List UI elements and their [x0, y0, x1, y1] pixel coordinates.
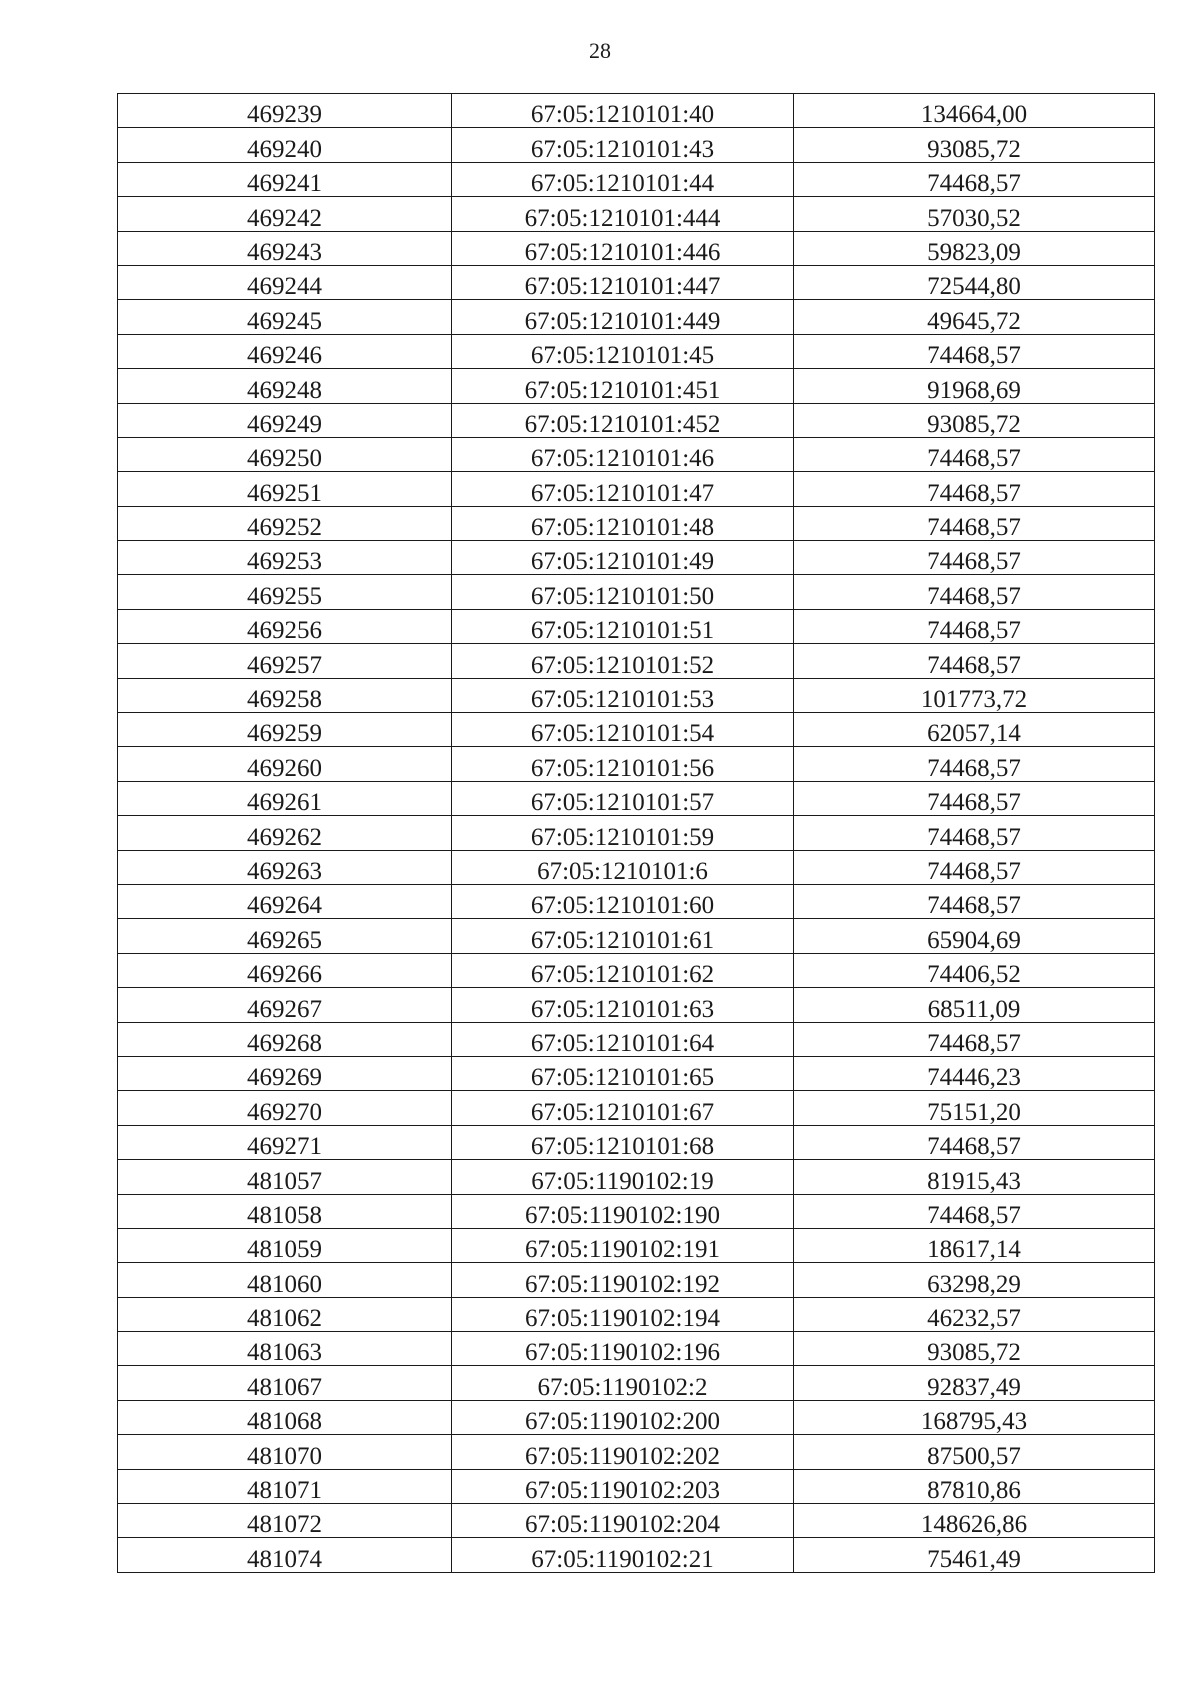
table-row — [118, 1228, 1155, 1262]
record-number-cell: 481058 — [118, 1194, 452, 1228]
value-cell: 72544,80 — [794, 265, 1155, 299]
record-number-cell: 469242 — [118, 197, 452, 231]
value-cell: 74468,57 — [794, 1194, 1155, 1228]
value-cell: 87810,86 — [794, 1469, 1155, 1503]
cadastral-number-cell: 67:05:1190102:203 — [452, 1469, 794, 1503]
record-number-cell: 469265 — [118, 919, 452, 953]
record-number-cell: 469256 — [118, 609, 452, 643]
cadastral-number-cell: 67:05:1210101:60 — [452, 884, 794, 918]
record-number-cell: 481072 — [118, 1504, 452, 1538]
value-cell: 46232,57 — [794, 1297, 1155, 1331]
cadastral-number-cell: 67:05:1210101:449 — [452, 300, 794, 334]
value-cell: 92837,49 — [794, 1366, 1155, 1400]
value-cell: 74468,57 — [794, 541, 1155, 575]
cadastral-number-cell: 67:05:1210101:44 — [452, 162, 794, 196]
cadastral-number-cell: 67:05:1210101:65 — [452, 1056, 794, 1090]
value-cell: 93085,72 — [794, 403, 1155, 437]
record-number-cell: 469270 — [118, 1091, 452, 1125]
cadastral-number-cell: 67:05:1210101:47 — [452, 472, 794, 506]
value-cell: 74468,57 — [794, 575, 1155, 609]
record-number-cell: 469239 — [118, 94, 452, 128]
value-cell: 57030,52 — [794, 197, 1155, 231]
table-row — [118, 1504, 1155, 1538]
table-row — [118, 369, 1155, 403]
value-cell: 74468,57 — [794, 644, 1155, 678]
table-row — [118, 1538, 1155, 1572]
cadastral-number-cell: 67:05:1210101:447 — [452, 265, 794, 299]
value-cell: 168795,43 — [794, 1400, 1155, 1434]
value-cell: 101773,72 — [794, 678, 1155, 712]
cadastral-number-cell: 67:05:1210101:67 — [452, 1091, 794, 1125]
table-row — [118, 1056, 1155, 1090]
value-cell: 63298,29 — [794, 1263, 1155, 1297]
table-row — [118, 300, 1155, 334]
record-number-cell: 481071 — [118, 1469, 452, 1503]
table-row — [118, 1469, 1155, 1503]
record-number-cell: 481067 — [118, 1366, 452, 1400]
table-row — [118, 850, 1155, 884]
cadastral-number-cell: 67:05:1210101:64 — [452, 1022, 794, 1056]
table-row — [118, 437, 1155, 471]
table-row — [118, 1297, 1155, 1331]
page-number: 28 — [589, 38, 611, 63]
table-row — [118, 1400, 1155, 1434]
value-cell: 74468,57 — [794, 781, 1155, 815]
table-row — [118, 1194, 1155, 1228]
table-row — [118, 197, 1155, 231]
table-row — [118, 884, 1155, 918]
record-number-cell: 469263 — [118, 850, 452, 884]
cadastral-number-cell: 67:05:1210101:68 — [452, 1125, 794, 1159]
data-table — [117, 93, 1155, 1573]
value-cell: 74468,57 — [794, 162, 1155, 196]
value-cell: 75461,49 — [794, 1538, 1155, 1572]
value-cell: 74468,57 — [794, 816, 1155, 850]
record-number-cell: 481057 — [118, 1160, 452, 1194]
value-cell: 74468,57 — [794, 884, 1155, 918]
value-cell: 74468,57 — [794, 472, 1155, 506]
value-cell: 68511,09 — [794, 988, 1155, 1022]
cadastral-number-cell: 67:05:1190102:202 — [452, 1435, 794, 1469]
table-row — [118, 747, 1155, 781]
cadastral-number-cell: 67:05:1190102:191 — [452, 1228, 794, 1262]
record-number-cell: 469264 — [118, 884, 452, 918]
record-number-cell: 469248 — [118, 369, 452, 403]
cadastral-number-cell: 67:05:1210101:56 — [452, 747, 794, 781]
record-number-cell: 469268 — [118, 1022, 452, 1056]
record-number-cell: 481063 — [118, 1332, 452, 1366]
cadastral-number-cell: 67:05:1190102:19 — [452, 1160, 794, 1194]
table-row — [118, 713, 1155, 747]
table-row — [118, 1332, 1155, 1366]
cadastral-number-cell: 67:05:1210101:52 — [452, 644, 794, 678]
cadastral-number-cell: 67:05:1210101:40 — [452, 94, 794, 128]
cadastral-number-cell: 67:05:1190102:21 — [452, 1538, 794, 1572]
value-cell: 62057,14 — [794, 713, 1155, 747]
cadastral-number-cell: 67:05:1210101:51 — [452, 609, 794, 643]
value-cell: 74446,23 — [794, 1056, 1155, 1090]
cadastral-number-cell: 67:05:1210101:63 — [452, 988, 794, 1022]
value-cell: 18617,14 — [794, 1228, 1155, 1262]
table-row — [118, 953, 1155, 987]
cadastral-number-cell: 67:05:1190102:196 — [452, 1332, 794, 1366]
table-row — [118, 231, 1155, 265]
cadastral-number-cell: 67:05:1210101:6 — [452, 850, 794, 884]
value-cell: 74468,57 — [794, 1022, 1155, 1056]
cadastral-number-cell: 67:05:1210101:50 — [452, 575, 794, 609]
record-number-cell: 481059 — [118, 1228, 452, 1262]
table-row — [118, 541, 1155, 575]
value-cell: 74468,57 — [794, 506, 1155, 540]
table-row — [118, 575, 1155, 609]
value-cell: 74406,52 — [794, 953, 1155, 987]
table-row — [118, 644, 1155, 678]
value-cell: 134664,00 — [794, 94, 1155, 128]
cadastral-number-cell: 67:05:1210101:446 — [452, 231, 794, 265]
table-row — [118, 403, 1155, 437]
record-number-cell: 469250 — [118, 437, 452, 471]
table-row — [118, 265, 1155, 299]
table-row — [118, 816, 1155, 850]
value-cell: 65904,69 — [794, 919, 1155, 953]
record-number-cell: 469249 — [118, 403, 452, 437]
value-cell: 49645,72 — [794, 300, 1155, 334]
record-number-cell: 481074 — [118, 1538, 452, 1572]
cadastral-number-cell: 67:05:1210101:452 — [452, 403, 794, 437]
record-number-cell: 469245 — [118, 300, 452, 334]
cadastral-number-cell: 67:05:1190102:194 — [452, 1297, 794, 1331]
record-number-cell: 469260 — [118, 747, 452, 781]
record-number-cell: 481060 — [118, 1263, 452, 1297]
record-number-cell: 469244 — [118, 265, 452, 299]
record-number-cell: 469241 — [118, 162, 452, 196]
cadastral-number-cell: 67:05:1210101:46 — [452, 437, 794, 471]
record-number-cell: 469251 — [118, 472, 452, 506]
value-cell: 74468,57 — [794, 334, 1155, 368]
value-cell: 93085,72 — [794, 1332, 1155, 1366]
cadastral-number-cell: 67:05:1210101:48 — [452, 506, 794, 540]
value-cell: 81915,43 — [794, 1160, 1155, 1194]
record-number-cell: 469258 — [118, 678, 452, 712]
value-cell: 87500,57 — [794, 1435, 1155, 1469]
table-body — [118, 94, 1155, 1573]
record-number-cell: 469262 — [118, 816, 452, 850]
cadastral-number-cell: 67:05:1190102:204 — [452, 1504, 794, 1538]
record-number-cell: 481068 — [118, 1400, 452, 1434]
value-cell: 93085,72 — [794, 128, 1155, 162]
record-number-cell: 469269 — [118, 1056, 452, 1090]
cadastral-number-cell: 67:05:1190102:200 — [452, 1400, 794, 1434]
table-row — [118, 1125, 1155, 1159]
value-cell: 148626,86 — [794, 1504, 1155, 1538]
table-row — [118, 1263, 1155, 1297]
table-row — [118, 781, 1155, 815]
record-number-cell: 469243 — [118, 231, 452, 265]
cadastral-number-cell: 67:05:1210101:61 — [452, 919, 794, 953]
record-number-cell: 469267 — [118, 988, 452, 1022]
value-cell: 91968,69 — [794, 369, 1155, 403]
table-row — [118, 609, 1155, 643]
table-row — [118, 919, 1155, 953]
record-number-cell: 469257 — [118, 644, 452, 678]
cadastral-number-cell: 67:05:1210101:57 — [452, 781, 794, 815]
value-cell: 59823,09 — [794, 231, 1155, 265]
record-number-cell: 469271 — [118, 1125, 452, 1159]
table-row — [118, 1366, 1155, 1400]
table-row — [118, 472, 1155, 506]
table-row — [118, 506, 1155, 540]
cadastral-number-cell: 67:05:1210101:45 — [452, 334, 794, 368]
table-row — [118, 128, 1155, 162]
value-cell: 74468,57 — [794, 1125, 1155, 1159]
table-row — [118, 1022, 1155, 1056]
record-number-cell: 481062 — [118, 1297, 452, 1331]
record-number-cell: 469246 — [118, 334, 452, 368]
value-cell: 74468,57 — [794, 437, 1155, 471]
cadastral-number-cell: 67:05:1210101:444 — [452, 197, 794, 231]
record-number-cell: 481070 — [118, 1435, 452, 1469]
cadastral-number-cell: 67:05:1210101:49 — [452, 541, 794, 575]
record-number-cell: 469240 — [118, 128, 452, 162]
cadastral-number-cell: 67:05:1210101:451 — [452, 369, 794, 403]
value-cell: 75151,20 — [794, 1091, 1155, 1125]
cadastral-number-cell: 67:05:1210101:62 — [452, 953, 794, 987]
cadastral-number-cell: 67:05:1190102:190 — [452, 1194, 794, 1228]
record-number-cell: 469255 — [118, 575, 452, 609]
record-number-cell: 469266 — [118, 953, 452, 987]
table-row — [118, 988, 1155, 1022]
table-row — [118, 94, 1155, 128]
cadastral-number-cell: 67:05:1190102:192 — [452, 1263, 794, 1297]
table-row — [118, 1160, 1155, 1194]
record-number-cell: 469261 — [118, 781, 452, 815]
cadastral-number-cell: 67:05:1210101:43 — [452, 128, 794, 162]
value-cell: 74468,57 — [794, 850, 1155, 884]
table-row — [118, 1435, 1155, 1469]
cadastral-number-cell: 67:05:1190102:2 — [452, 1366, 794, 1400]
table-row — [118, 334, 1155, 368]
record-number-cell: 469253 — [118, 541, 452, 575]
value-cell: 74468,57 — [794, 747, 1155, 781]
table-row — [118, 678, 1155, 712]
value-cell: 74468,57 — [794, 609, 1155, 643]
cadastral-number-cell: 67:05:1210101:53 — [452, 678, 794, 712]
record-number-cell: 469259 — [118, 713, 452, 747]
table-row — [118, 1091, 1155, 1125]
cadastral-number-cell: 67:05:1210101:54 — [452, 713, 794, 747]
table-row — [118, 162, 1155, 196]
cadastral-number-cell: 67:05:1210101:59 — [452, 816, 794, 850]
record-number-cell: 469252 — [118, 506, 452, 540]
